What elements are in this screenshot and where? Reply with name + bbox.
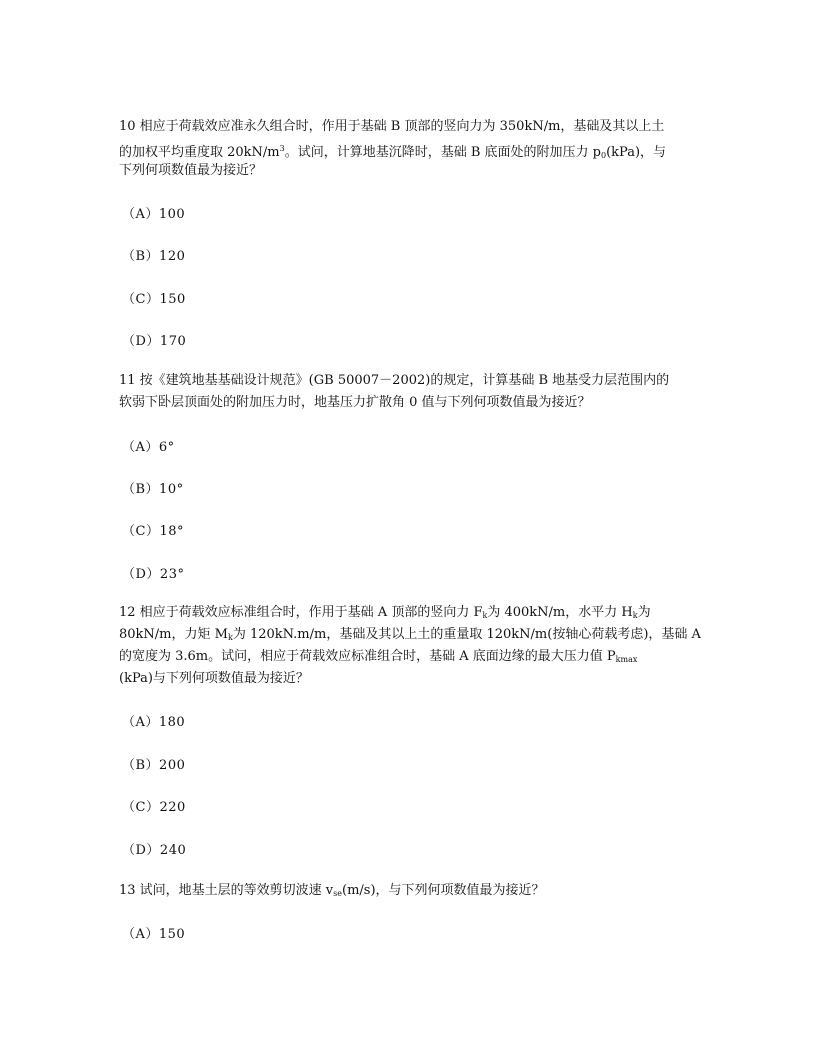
question-12-line-1-c: 为 [637,605,651,620]
symbol-subscript: k [482,611,488,620]
symbol-subscript: k [227,633,233,642]
question-12-line-2-a: 80kN/m，力矩 M [119,627,228,642]
question-10-line-2-b: 。试问，计算地基沉降时，基础 B 底面处的附加压力 p [284,145,602,160]
option-10-d: （D）170 [122,334,187,349]
option-11-c: （C）18° [122,524,184,539]
question-13-line-1-a: 13 试问，地基土层的等效剪切波速 v [119,883,334,898]
option-12-b: （B）200 [122,758,186,773]
question-10-line-2-a: 的加权平均重度取 20kN/m [119,145,280,160]
question-12-line-2-b: 为 120kN.m/m，基础及其以上土的重量取 120kN/m(按轴心荷载考虑)，基础 A [232,627,701,642]
question-11-line-1: 11 按《建筑地基基础设计规范》(GB 50007－2002)的规定，计算基础 B 地基受力层范围内的 [119,373,670,388]
option-10-c: （C）150 [122,292,186,307]
question-10-line-3: 下列何项数值最为接近？ [119,163,263,178]
question-11-line-2: 软弱下卧层顶面处的附加压力时，地基压力扩散角 0 值与下列何项数值最为接近？ [119,395,591,410]
symbol-subscript: se [333,889,342,898]
question-12-line-1-b: 为 400kN/m，水平力 H [487,605,633,620]
option-12-c: （C）220 [122,800,186,815]
question-10-line-1: 10 相应于荷载效应准永久组合时，作用于基础 B 顶部的竖向力为 350kN/m，基础及其以上土 [119,119,665,134]
unit-superscript: 3 [279,144,285,153]
option-10-b: （B）120 [122,249,186,264]
option-12-d: （D）240 [122,843,187,858]
option-11-b: （B）10° [122,482,184,497]
symbol-subscript: kmax [615,655,638,664]
symbol-subscript: k [632,611,638,620]
question-12-line-1-a: 12 相应于荷载效应标准组合时，作用于基础 A 顶部的竖向力 F [119,605,483,620]
option-13-a: （A）150 [122,927,186,942]
question-13-line-1-b: (m/s)，与下列何项数值最为接近？ [342,883,545,898]
option-12-a: （A）180 [122,715,186,730]
question-12-line-3-a: 的宽度为 3.6m。试问，相应于荷载效应标准组合时，基础 A 底面边缘的最大压力值 P [119,649,616,664]
symbol-subscript: 0 [601,151,607,160]
question-12-line-4: (kPa)与下列何项数值最为接近？ [119,671,309,686]
option-11-a: （A）6° [122,440,175,455]
question-13-line-1 [119,880,545,905]
question-10-line-2-c: (kPa)，与 [606,145,667,160]
option-10-a: （A）100 [122,207,186,222]
option-11-d: （D）23° [122,567,185,582]
